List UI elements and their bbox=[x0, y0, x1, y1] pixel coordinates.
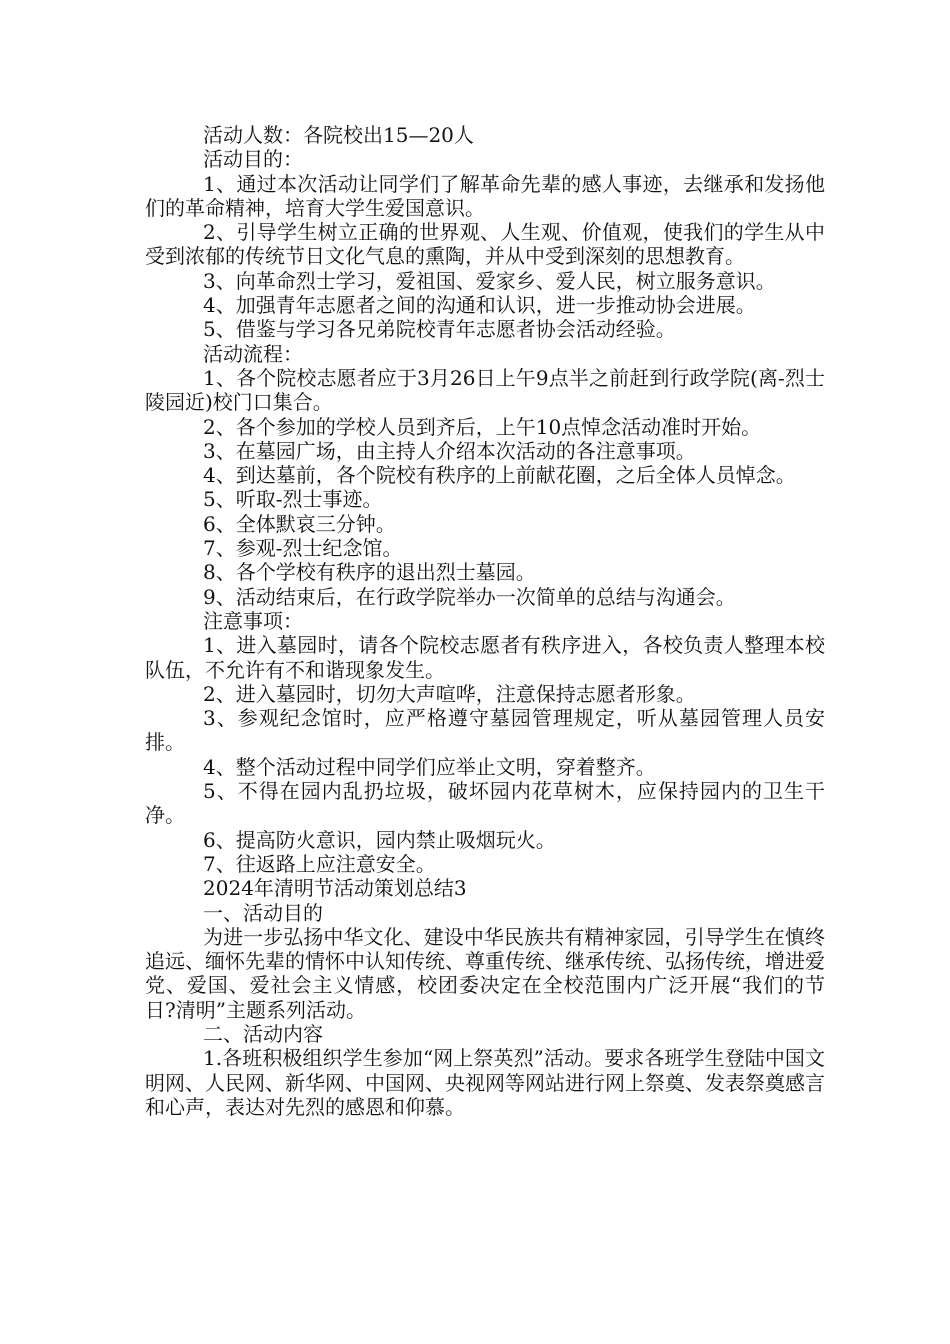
paragraph: 2、各个参加的学校人员到齐后，上午10点悼念活动准时开始。 bbox=[203, 414, 762, 439]
paragraph: 3、参观纪念馆时，应严格遵守墓园管理规定，听从墓园管理人员安排。 bbox=[145, 706, 825, 755]
paragraph: 1、通过本次活动让同学们了解革命先辈的感人事迹，去继承和发扬他们的革命精神，培育大学生爱国意识。 bbox=[145, 171, 825, 220]
paragraph: 5、听取-烈士事迹。 bbox=[203, 487, 383, 512]
paragraph: 4、加强青年志愿者之间的沟通和认识，进一步推动协会进展。 bbox=[203, 293, 756, 318]
paragraph: 9、活动结束后，在行政学院举办一次简单的总结与沟通会。 bbox=[203, 584, 736, 609]
paragraph: 7、往返路上应注意安全。 bbox=[203, 851, 436, 876]
paragraph: 4、整个活动过程中同学们应举止文明，穿着整齐。 bbox=[203, 754, 656, 779]
paragraph: 6、提高防火意识，园内禁止吸烟玩火。 bbox=[203, 827, 556, 852]
paragraph: 6、全体默哀三分钟。 bbox=[203, 511, 396, 536]
paragraph: 注意事项： bbox=[203, 608, 303, 633]
paragraph: 2、进入墓园时，切勿大声喧哗，注意保持志愿者形象。 bbox=[203, 681, 696, 706]
paragraph: 1、进入墓园时，请各个院校志愿者有秩序进入，各校负责人整理本校队伍，不允许有不和谐现象发生。 bbox=[145, 633, 825, 682]
paragraph: 1、各个院校志愿者应于3月26日上午9点半之前赶到行政学院(离-烈士陵园近)校门口集合。 bbox=[145, 365, 825, 415]
section-heading: 二、活动内容 bbox=[203, 1021, 323, 1046]
paragraph: 活动流程： bbox=[203, 341, 303, 366]
paragraph: 3、在墓园广场，由主持人介绍本次活动的各注意事项。 bbox=[203, 438, 696, 463]
paragraph: 5、不得在园内乱扔垃圾，破坏园内花草树木，应保持园内的卫生干净。 bbox=[145, 779, 825, 828]
paragraph: 8、各个学校有秩序的退出烈士墓园。 bbox=[203, 560, 536, 585]
section-heading: 一、活动目的 bbox=[203, 900, 323, 925]
paragraph: 活动目的： bbox=[203, 147, 303, 172]
paragraph: 1.各班积极组织学生参加“网上祭英烈”活动。要求各班学生登陆中国文明网、人民网、新华网、中国网、央视网等网站进行网上祭奠、发表祭奠感言和心声，表达对先烈的感恩和仰慕。 bbox=[145, 1046, 825, 1119]
paragraph: 5、借鉴与学习各兄弟院校青年志愿者协会活动经验。 bbox=[203, 317, 676, 342]
paragraph: 7、参观-烈士纪念馆。 bbox=[203, 536, 403, 561]
paragraph: 为进一步弘扬中华文化、建设中华民族共有精神家园，引导学生在慎终追远、缅怀先辈的情怀中认知传统、尊重传统、继承传统、弘扬传统，增进爱党、爱国、爱社会主义情感，校团委决定在全校范围内广泛开展“我们的节日?清明”主题系列活动。 bbox=[145, 924, 825, 1022]
paragraph: 3、向革命烈士学习，爱祖国、爱家乡、爱人民，树立服务意识。 bbox=[203, 268, 776, 293]
paragraph: 活动人数：各院校出15—20人 bbox=[203, 123, 474, 147]
paragraph: 4、到达墓前，各个院校有秩序的上前献花圈，之后全体人员悼念。 bbox=[203, 463, 796, 488]
document-body bbox=[145, 123, 825, 1119]
section-title: 2024年清明节活动策划总结3 bbox=[203, 876, 467, 901]
paragraph: 2、引导学生树立正确的世界观、人生观、价值观，使我们的学生从中受到浓郁的传统节日文化气息的熏陶，并从中受到深刻的思想教育。 bbox=[145, 220, 825, 269]
